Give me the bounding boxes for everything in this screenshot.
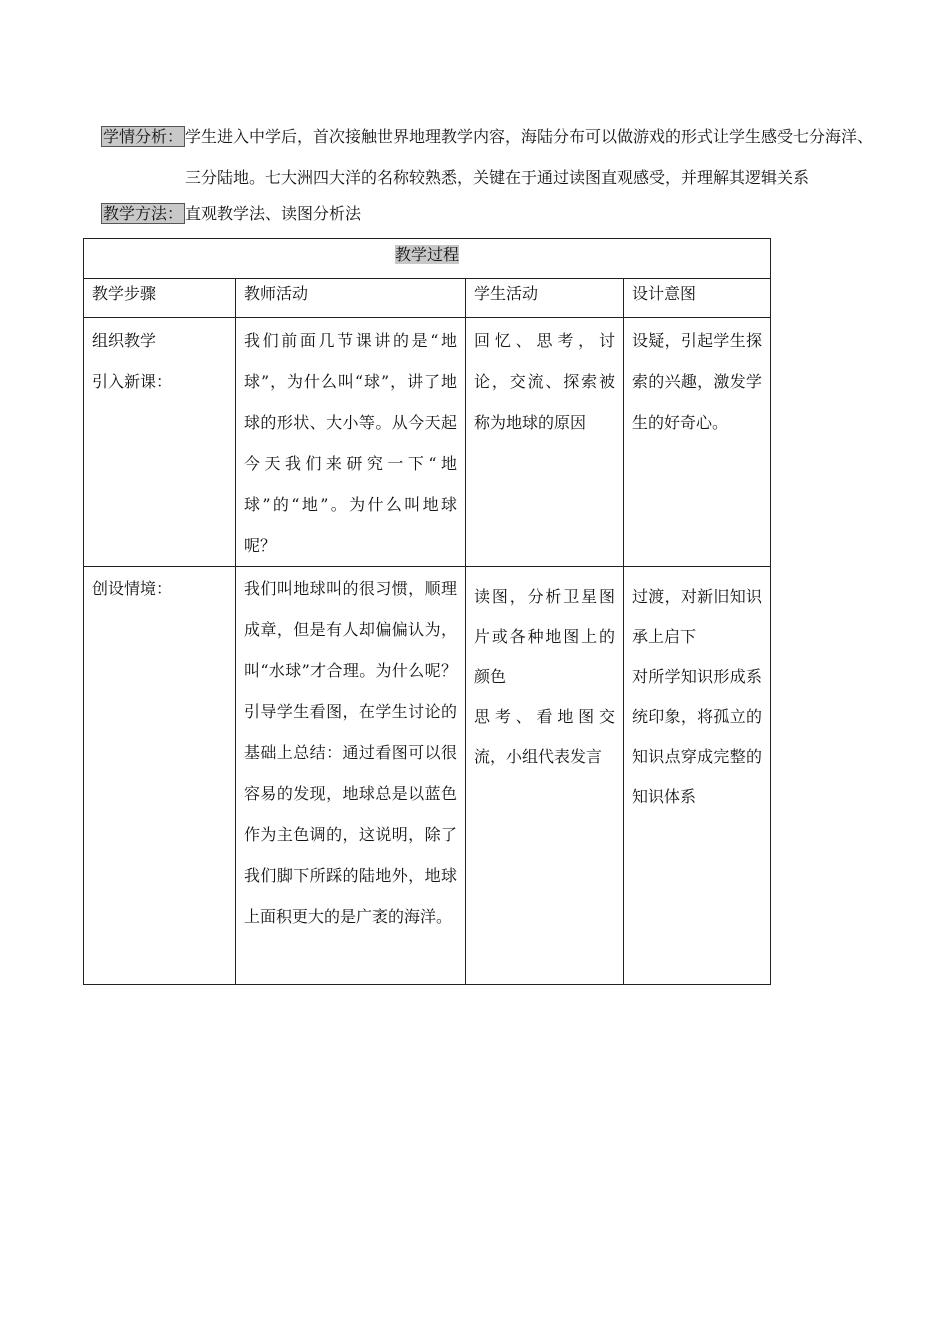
header-student: 学生活动 [466, 279, 624, 318]
header-teacher: 教师活动 [236, 279, 466, 318]
row2-student-part1: 读图，分析卫星图片或各种地图上的颜色 [474, 587, 615, 686]
row2-student-part2: 思考、看地图交流，小组代表发言 [474, 707, 615, 766]
analysis-line-1 [101, 127, 873, 147]
row2-intent [624, 567, 771, 985]
method-line [101, 204, 361, 224]
analysis-label: 学情分析： [103, 127, 184, 146]
analysis-line-2 [185, 168, 809, 188]
table-title-cell [84, 239, 771, 279]
row1-step-line2: 引入新课： [92, 372, 173, 391]
row1-step-line1: 组织教学 [92, 331, 157, 350]
header-step: 教学步骤 [84, 279, 236, 318]
method-label: 教学方法： [103, 204, 184, 223]
analysis-text-2: 三分陆地。七大洲四大洋的名称较熟悉，关键在于通过读图直观感受，并理解其逻辑关系 [185, 168, 810, 187]
table-title: 教学过程 [395, 245, 460, 264]
row2-step [84, 567, 236, 985]
method-text: 直观教学法、读图分析法 [185, 204, 362, 223]
analysis-text-1: 学生进入中学后，首次接触世界地理教学内容，海陆分布可以做游戏的形式让学生感受七分海洋、 [185, 127, 874, 146]
row2-intent-part1: 过渡，对新旧知识承上启下 [632, 587, 763, 646]
row1-teacher: 我们前面几节课讲的是“地球”，为什么叫“球”，讲了地球的形状、大小等。从今天起今天我们来研究一下“地球”的“地”。为什么叫地球呢？ [236, 318, 466, 567]
row2-step-line1: 创设情境： [92, 579, 173, 598]
table-row [84, 318, 771, 567]
table-header-row [84, 279, 771, 318]
teaching-process-table [83, 238, 771, 985]
header-intent: 设计意图 [624, 279, 771, 318]
row1-intent: 设疑，引起学生探索的兴趣，激发学生的好奇心。 [624, 318, 771, 567]
row2-teacher: 我们叫地球叫的很习惯，顺理成章，但是有人却偏偏认为，叫“水球”才合理。为什么呢？引导学生看图，在学生讨论的基础上总结：通过看图可以很容易的发现，地球总是以蓝色作为主色调的，这说明，除了我们脚下所踩的陆地外，地球上面积更大的是广袤的海洋。 [236, 567, 466, 985]
row1-step [84, 318, 236, 567]
table-row [84, 567, 771, 985]
row1-student: 回忆、思考，讨论，交流、探索被称为地球的原因 [466, 318, 624, 567]
row2-intent-part2: 对所学知识形成系统印象，将孤立的知识点穿成完整的知识体系 [632, 667, 763, 806]
row2-student [466, 567, 624, 985]
